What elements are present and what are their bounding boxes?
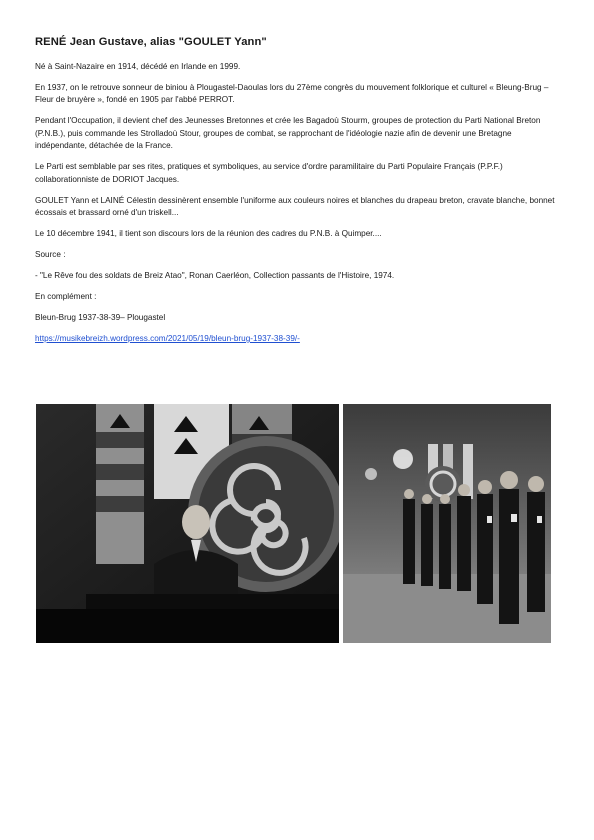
paragraph-speech: Le 10 décembre 1941, il tient son discours lors de la réunion des cadres du P.N.B. à Quimper.... — [35, 229, 382, 239]
photo-strip — [36, 404, 551, 643]
paragraph-occupation: Pendant l'Occupation, il devient chef des Jeunesses Bretonnes et crée les Bagadoù Stourm, groupes de protection du Parti National Breton (P.N.B.), puis commande les Strolladoù Stour, groupes de combat, se rapprochant de l'idéologie nazie afin de devenir une Bretagne indépendante, détachée de la France. — [35, 116, 541, 151]
complement-label: En complément : — [35, 292, 97, 302]
document-body — [35, 36, 559, 354]
page-title: RENÉ Jean Gustave, alias "GOULET Yann" — [35, 36, 267, 48]
source-label: Source : — [35, 250, 66, 260]
paragraph-party: Le Parti est semblable par ses rites, pratiques et symboliques, au service d'ordre paramilitaire du Parti Populaire Français (P.P.F.) collaborationniste de DORIOT Jacques. — [35, 162, 503, 184]
paragraph-uniform: GOULET Yann et LAINÉ Célestin dessinèrent ensemble l'uniforme aux couleurs noires et blanches du drapeau breton, cravate blanche, bonnet écossais et brassard orné d'un triskell... — [35, 195, 555, 218]
paragraph-1937: En 1937, on le retrouve sonneur de biniou à Plougastel-Daoulas lors du 27ème congrès du mouvement folklorique et culturel « Bleung-Brug – Fleur de bruyère », fondé en 1905 par l'abbé PERROT. — [35, 83, 549, 105]
source-reference: - "Le Rêve fou des soldats de Breiz Atao", Ronan Caerléon, Collection passants de l'Histoire, 1974. — [35, 271, 395, 281]
external-link[interactable]: https://musikebreizh.wordpress.com/2021/05/19/bleun-brug-1937-38-39/- — [35, 334, 300, 344]
photo-speaker-triskell — [36, 404, 339, 643]
paragraph-bio: Né à Saint-Nazaire en 1914, décédé en Irlande en 1999. — [35, 62, 241, 71]
photo-uniformed-line — [343, 404, 551, 643]
complement-title: Bleun-Brug 1937-38-39– Plougastel — [35, 313, 166, 323]
